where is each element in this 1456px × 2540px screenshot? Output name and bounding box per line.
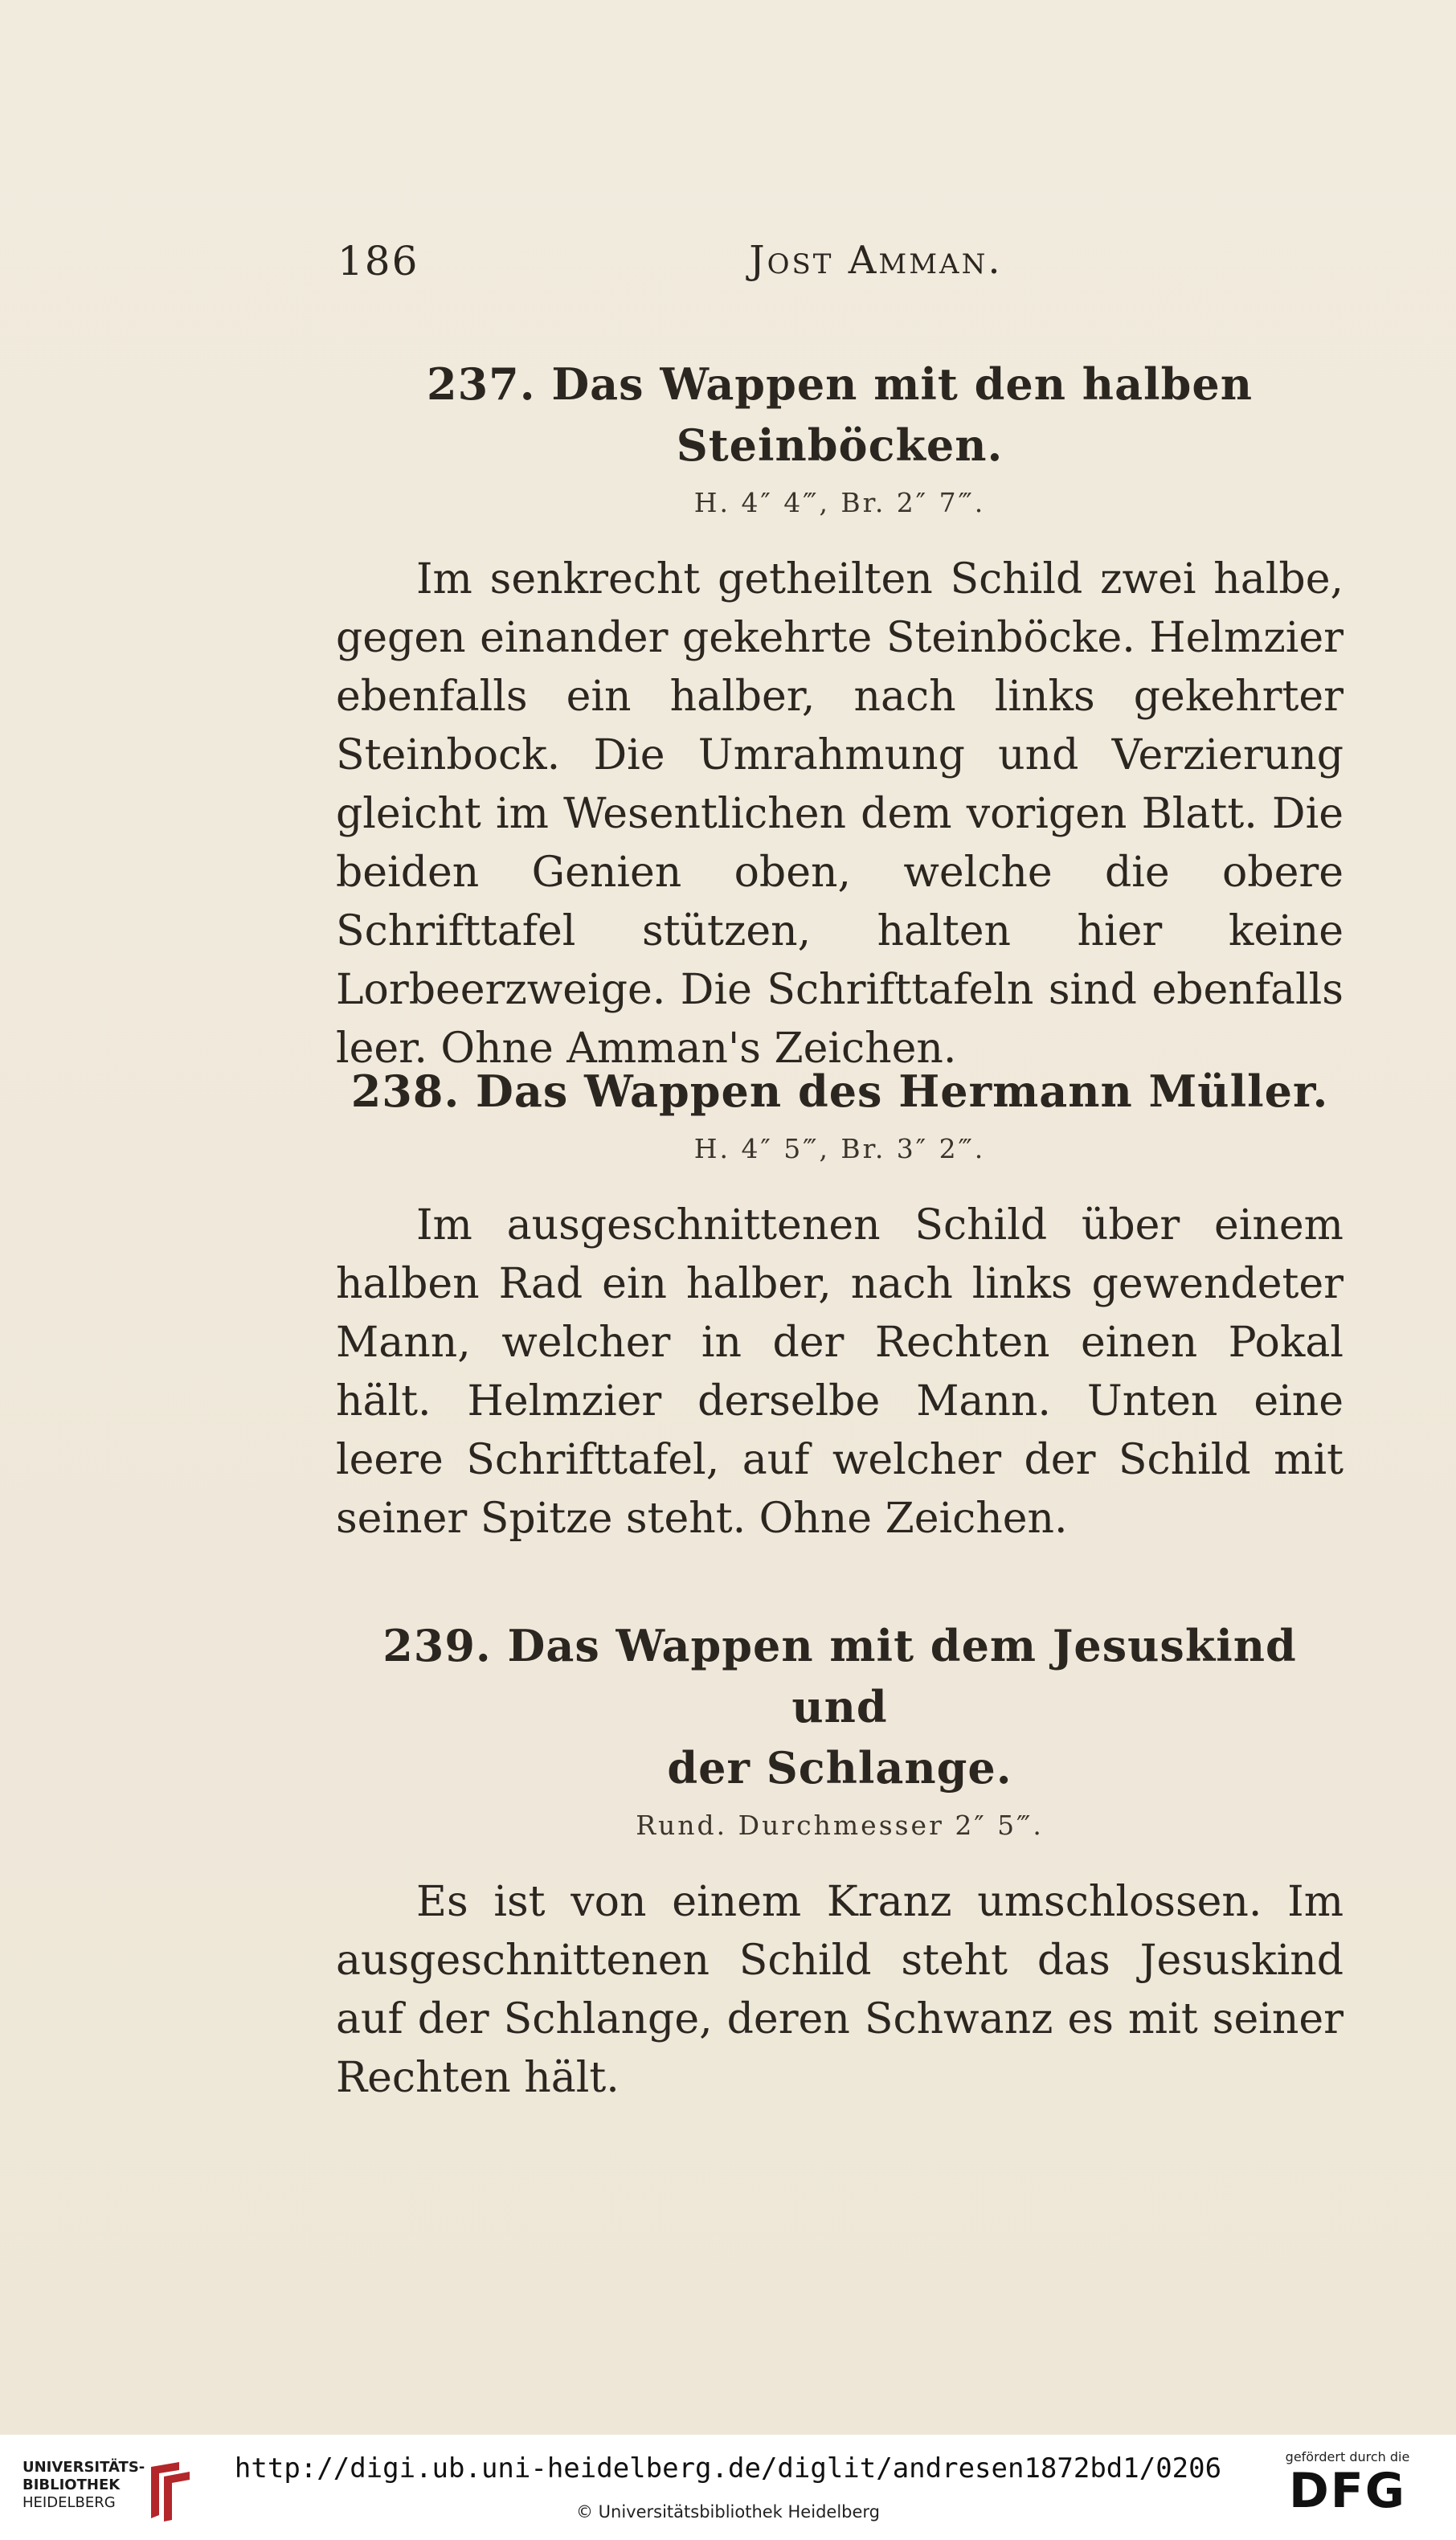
catalog-entry-239 bbox=[336, 1615, 1344, 2108]
entry-text: Im ausgeschnittenen Schild über einem halben Rad ein halber, nach links gewendeter Mann, welcher in der Rechten einen Pokal hält. Helmzier derselbe Mann. Unten eine leere Schrifttafel, auf welcher der Schild mit seiner Spitze steht. Ohne Zeichen. bbox=[336, 1201, 1344, 1543]
digitization-footer bbox=[0, 2435, 1456, 2540]
library-name-line-3: HEIDELBERG bbox=[22, 2494, 116, 2511]
entry-dimensions: H. 4″ 5‴, Br. 3″ 2‴. bbox=[693, 1133, 986, 1164]
source-url[interactable]: http://digi.ub.uni-heidelberg.de/diglit/andresen1872bd1/0206 bbox=[234, 2452, 1222, 2485]
entry-title: 238. Das Wappen des Hermann Müller. bbox=[350, 1065, 1329, 1117]
entry-title-line-1: 239. Das Wappen mit dem Jesuskind und bbox=[382, 1620, 1297, 1732]
library-name-line-2: BIBLIOTHEK bbox=[22, 2477, 121, 2493]
page-number: 186 bbox=[337, 238, 419, 284]
running-title: Jost Amman. bbox=[749, 238, 1003, 283]
copyright-notice: © Universitätsbibliothek Heidelberg bbox=[575, 2502, 880, 2522]
catalog-entry-237 bbox=[336, 354, 1344, 1078]
dfg-logo bbox=[1271, 2449, 1424, 2518]
library-name-line-1: UNIVERSITÄTS- bbox=[22, 2459, 145, 2476]
entry-title-line-2: der Schlange. bbox=[667, 1742, 1012, 1794]
page-header bbox=[337, 238, 1358, 294]
dfg-wordmark: DFG bbox=[1288, 2463, 1407, 2519]
entry-title: 237. Das Wappen mit den halben Steinböcken. bbox=[427, 358, 1253, 471]
entry-text: Im senkrecht getheilten Schild zwei halbe, gegen einander gekehrte Steinböcke. Helmzier ebenfalls ein halber, nach links gekehrter Steinbock. Die Umrahmung und Verzierung gleicht im Wesentlichen dem vorigen Blatt. Die beiden Genien oben, welche die obere Schrifttafel stützen, halten hier keine Lorbeerzweige. Die Schrifttafeln sind ebenfalls leer. Ohne Amman's Zeichen. bbox=[336, 555, 1344, 1073]
entry-dimensions: Rund. Durchmesser 2″ 5‴. bbox=[636, 1810, 1044, 1841]
catalog-entry-238 bbox=[336, 1061, 1344, 1548]
entry-text: Es ist von einem Kranz umschlossen. Im ausgeschnittenen Schild steht das Jesuskind auf der Schlange, deren Schwanz es mit seiner Rechten hält. bbox=[336, 1878, 1344, 2102]
entry-dimensions: H. 4″ 4‴, Br. 2″ 7‴. bbox=[693, 487, 986, 518]
funder-note: gefördert durch die bbox=[1285, 2449, 1410, 2464]
